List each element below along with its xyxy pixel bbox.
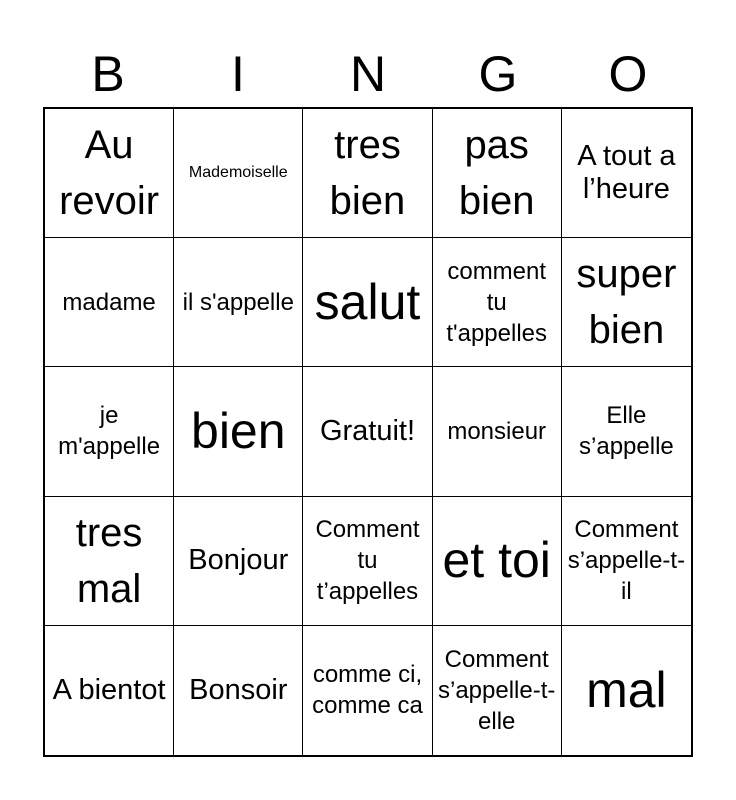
bingo-cell[interactable]: Au revoir <box>45 109 174 238</box>
bingo-cell[interactable]: mal <box>586 661 667 718</box>
bingo-cell[interactable]: Comment s’appelle-t-il <box>562 497 691 626</box>
bingo-cell[interactable]: Bonsoir <box>174 626 303 755</box>
bingo-cell[interactable]: Bonjour <box>174 497 303 626</box>
header-letter-b: B <box>91 46 125 102</box>
bingo-cell[interactable]: Elle s’appelle <box>562 367 691 496</box>
bingo-cell[interactable]: et toi <box>433 497 562 626</box>
bingo-cell[interactable]: je m'appelle <box>45 367 174 496</box>
bingo-cell[interactable]: salut <box>303 238 432 367</box>
bingo-cell[interactable]: bien <box>174 367 303 496</box>
bingo-cell[interactable]: il s'appelle <box>174 238 303 367</box>
bingo-cell[interactable]: Comment s’appelle-t-elle <box>433 626 562 755</box>
bingo-cell[interactable]: Mademoiselle <box>174 109 303 238</box>
header-letter-i: I <box>231 46 245 102</box>
bingo-cell[interactable]: madame <box>45 238 174 367</box>
header-letter-n: N <box>349 46 387 102</box>
bingo-cell[interactable]: comment tu t'appelles <box>433 238 562 367</box>
bingo-cell[interactable]: pas bien <box>433 109 562 238</box>
bingo-cell[interactable]: A tout a l’heure <box>562 109 691 238</box>
header-letter-o: O <box>608 46 648 102</box>
bingo-header <box>43 40 693 108</box>
bingo-cell[interactable]: tres bien <box>303 109 432 238</box>
header-letter-g: G <box>478 46 518 102</box>
bingo-cell[interactable]: A bientot <box>45 626 174 755</box>
bingo-cell[interactable]: comme ci, comme ca <box>303 626 432 755</box>
bingo-cell[interactable]: Comment tu t’appelles <box>303 497 432 626</box>
bingo-cell[interactable]: tres mal <box>45 497 174 626</box>
bingo-cell[interactable]: super bien <box>562 238 691 367</box>
bingo-cell[interactable]: Gratuit! <box>303 367 432 496</box>
bingo-cell[interactable]: monsieur <box>433 367 562 496</box>
bingo-board <box>43 107 693 757</box>
